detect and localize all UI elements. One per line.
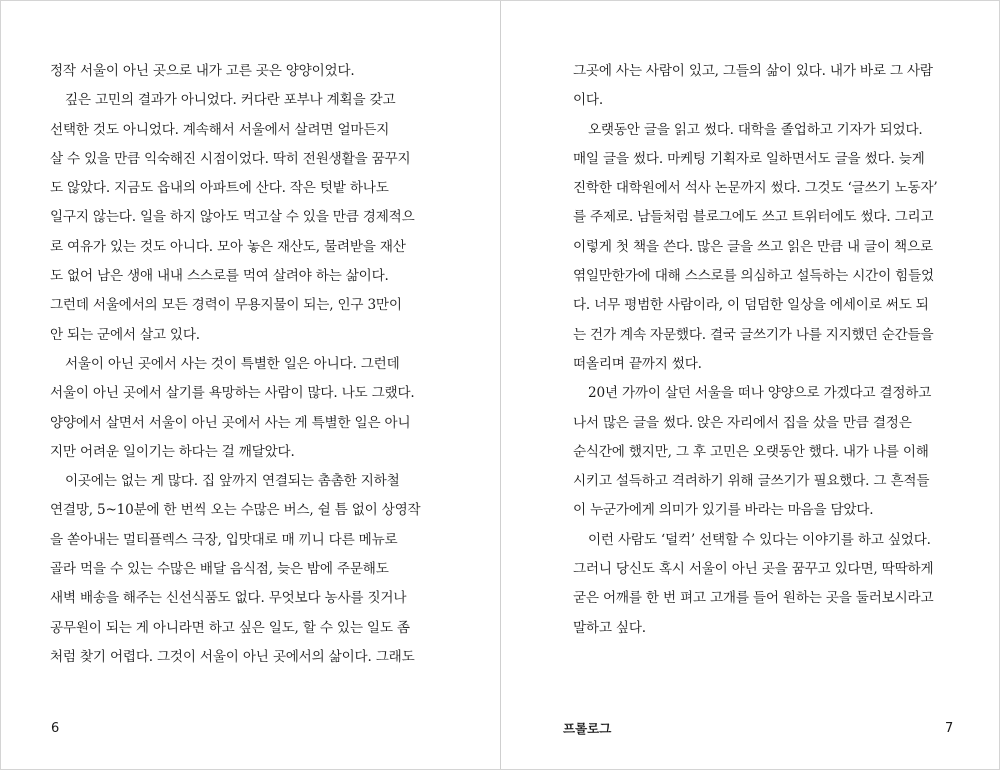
- text-line: 이런 사람도 ‘덜컥’ 선택할 수 있다는 이야기를 하고 싶었다.: [588, 531, 931, 548]
- text-line: 서울이 아닌 곳에서 사는 것이 특별한 일은 아니다. 그런데: [65, 355, 400, 372]
- text-line: 정작 서울이 아닌 곳으로 내가 고른 곳은 양양이었다.: [50, 63, 355, 79]
- text-line: 다. 너무 평범한 사람이라, 이 덤덤한 일상을 에세이로 써도 되: [573, 297, 929, 314]
- text-line: 순식간에 했지만, 그 후 고민은 오랫동안 했다. 내가 나를 이해: [573, 443, 929, 460]
- text-line: 을 쏟아내는 멀티플렉스 극장, 입맛대로 매 끼니 다른 메뉴로: [50, 531, 398, 548]
- left-page: [1, 1, 500, 769]
- text-line: 굳은 어깨를 한 번 펴고 고개를 들어 원하는 곳을 둘러보시라고: [573, 590, 934, 607]
- text-line: 이곳에는 없는 게 많다. 집 앞까지 연결되는 촘촘한 지하철: [65, 473, 400, 490]
- text-line: 안 되는 군에서 살고 있다.: [50, 326, 200, 343]
- text-line: 골라 먹을 수 있는 수많은 배달 음식점, 늦은 밤에 주문해도: [50, 561, 389, 578]
- text-line: 지만 어려운 일이기는 하다는 걸 깨달았다.: [50, 443, 295, 460]
- text-line: 도 없어 남은 생애 내내 스스로를 먹여 살려야 하는 삶이다.: [50, 268, 389, 285]
- text-line: 깊은 고민의 결과가 아니었다. 커다란 포부나 계획을 갖고: [65, 92, 396, 109]
- right-page-body: [573, 57, 953, 643]
- text-line: 연결망, 5~10분에 한 번씩 오는 수많은 버스, 쉴 틈 없이 상영작: [50, 502, 421, 519]
- text-line: 살 수 있을 만큼 익숙해진 시점이었다. 딱히 전원생활을 꿈꾸지: [50, 150, 411, 167]
- text-line: 오랫동안 글을 읽고 썼다. 대학을 졸업하고 기자가 되었다.: [588, 121, 923, 138]
- right-page: [501, 1, 1000, 769]
- text-line: 이다.: [573, 92, 603, 109]
- text-line: 선택한 것도 아니었다. 계속해서 서울에서 살려면 얼마든지: [50, 121, 390, 138]
- text-line: 말하고 싶다.: [573, 619, 646, 636]
- text-line: 그런데 서울에서의 모든 경력이 무용지물이 되는, 인구 3만이: [50, 297, 402, 314]
- text-line: 매일 글을 썼다. 마케팅 기획자로 일하면서도 글을 썼다. 늦게: [573, 150, 925, 167]
- text-line: 도 않았다. 지금도 읍내의 아파트에 산다. 작은 텃밭 하나도: [50, 180, 389, 197]
- text-line: 그러니 당신도 혹시 서울이 아닌 곳을 꿈꾸고 있다면, 딱딱하게: [573, 561, 934, 578]
- text-line: 그곳에 사는 사람이 있고, 그들의 삶이 있다. 내가 바로 그 사람: [573, 63, 933, 79]
- text-line: 처럼 찾기 어렵다. 그것이 서울이 아닌 곳에서의 삶이다. 그래도: [50, 648, 415, 665]
- text-line: 공무원이 되는 게 아니라면 하고 싶은 일도, 할 수 있는 일도 좀: [50, 619, 410, 636]
- text-line: 20년 가까이 살던 서울을 떠나 양양으로 가겠다고 결정하고: [588, 385, 932, 402]
- text-line: 엮일만한가에 대해 스스로를 의심하고 설득하는 시간이 힘들었: [573, 268, 934, 285]
- text-line: 이렇게 첫 책을 쓴다. 많은 글을 쓰고 읽은 만큼 내 글이 책으로: [573, 238, 933, 255]
- text-line: 떠올리며 끝까지 썼다.: [573, 355, 702, 372]
- text-line: 일구지 않는다. 일을 하지 않아도 먹고살 수 있을 만큼 경제적으: [50, 209, 415, 226]
- text-line: 로 여유가 있는 것도 아니다. 모아 놓은 재산도, 물려받을 재산: [50, 238, 406, 255]
- text-line: 서울이 아닌 곳에서 살기를 욕망하는 사람이 많다. 나도 그랬다.: [50, 385, 415, 402]
- text-line: 이 누군가에게 의미가 있기를 바라는 마음을 담았다.: [573, 502, 874, 519]
- text-line: 시키고 설득하고 격려하기 위해 글쓰기가 필요했다. 그 흔적들: [573, 473, 930, 490]
- page-number: 7: [945, 721, 954, 736]
- left-page-body: [50, 57, 435, 672]
- text-line: 를 주제로. 남들처럼 블로그에도 쓰고 트위터에도 썼다. 그리고: [573, 209, 934, 226]
- text-line: 양양에서 살면서 서울이 아닌 곳에서 사는 게 특별한 일은 아니: [50, 414, 411, 431]
- text-line: 진학한 대학원에서 석사 논문까지 썼다. 그것도 ‘글쓰기 노동자’: [573, 180, 938, 197]
- text-line: 는 건가 계속 자문했다. 결국 글쓰기가 나를 지지했던 순간들을: [573, 326, 934, 343]
- text-line: 새벽 배송을 해주는 신선식품도 없다. 무엇보다 농사를 짓거나: [50, 590, 407, 607]
- text-line: 나서 많은 글을 썼다. 앉은 자리에서 집을 샀을 만큼 결정은: [573, 414, 912, 431]
- page-number: 6: [51, 721, 60, 736]
- running-title: 프롤로그: [563, 721, 612, 736]
